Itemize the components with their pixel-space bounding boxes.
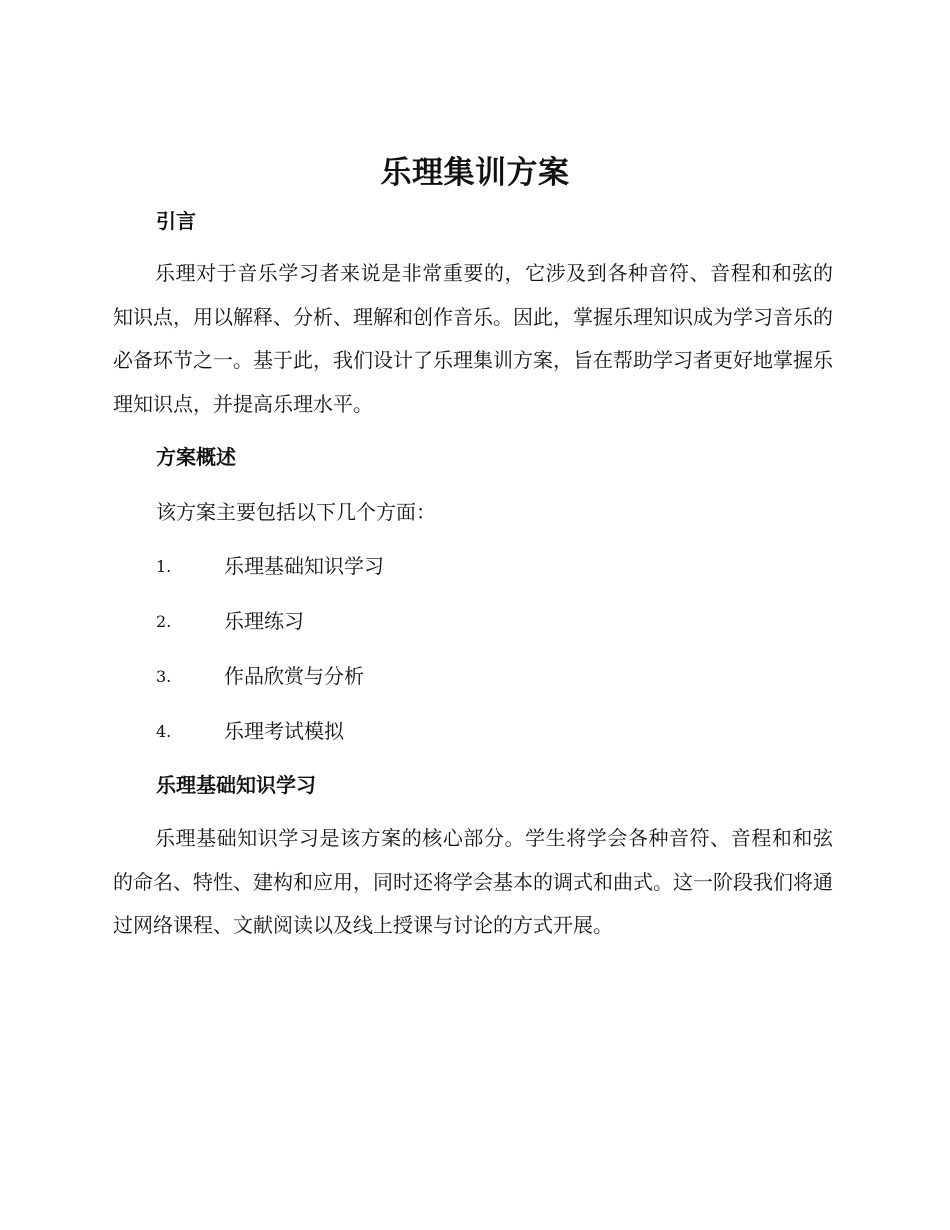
- list-item-text: 作品欣赏与分析: [224, 664, 364, 688]
- section-heading-basics: 乐理基础知识学习: [156, 773, 316, 797]
- list-item: [156, 717, 756, 747]
- list-item: [156, 662, 756, 692]
- list-item-number: 1.: [156, 557, 172, 576]
- list-item: [156, 607, 756, 637]
- intro-paragraph: 乐理对于音乐学习者来说是非常重要的，它涉及到各种音符、音程和和弦的知识点，用以解释、分析、理解和创作音乐。因此，掌握乐理知识成为学习音乐的必备环节之一。基于此，我们设计了乐理集训方案，旨在帮助学习者更好地掌握乐理知识点，并提高乐理水平。: [113, 261, 833, 416]
- list-item-number: 4.: [156, 722, 172, 741]
- list-item-text: 乐理考试模拟: [224, 719, 344, 743]
- basics-paragraph: 乐理基础知识学习是该方案的核心部分。学生将学会各种音符、音程和和弦的命名、特性、建构和应用，同时还将学会基本的调式和曲式。这一阶段我们将通过网络课程、文献阅读以及线上授课与讨论的方式开展。: [113, 826, 833, 937]
- section-heading-overview: 方案概述: [156, 445, 236, 469]
- list-item: [156, 552, 756, 582]
- list-item-text: 乐理练习: [224, 609, 304, 633]
- document-title: 乐理集训方案: [380, 155, 570, 191]
- overview-lead-text: 该方案主要包括以下几个方面：: [156, 500, 436, 524]
- list-item-text: 乐理基础知识学习: [224, 554, 384, 578]
- list-item-number: 3.: [156, 667, 172, 686]
- list-item-number: 2.: [156, 612, 172, 631]
- section-heading-intro: 引言: [156, 209, 196, 233]
